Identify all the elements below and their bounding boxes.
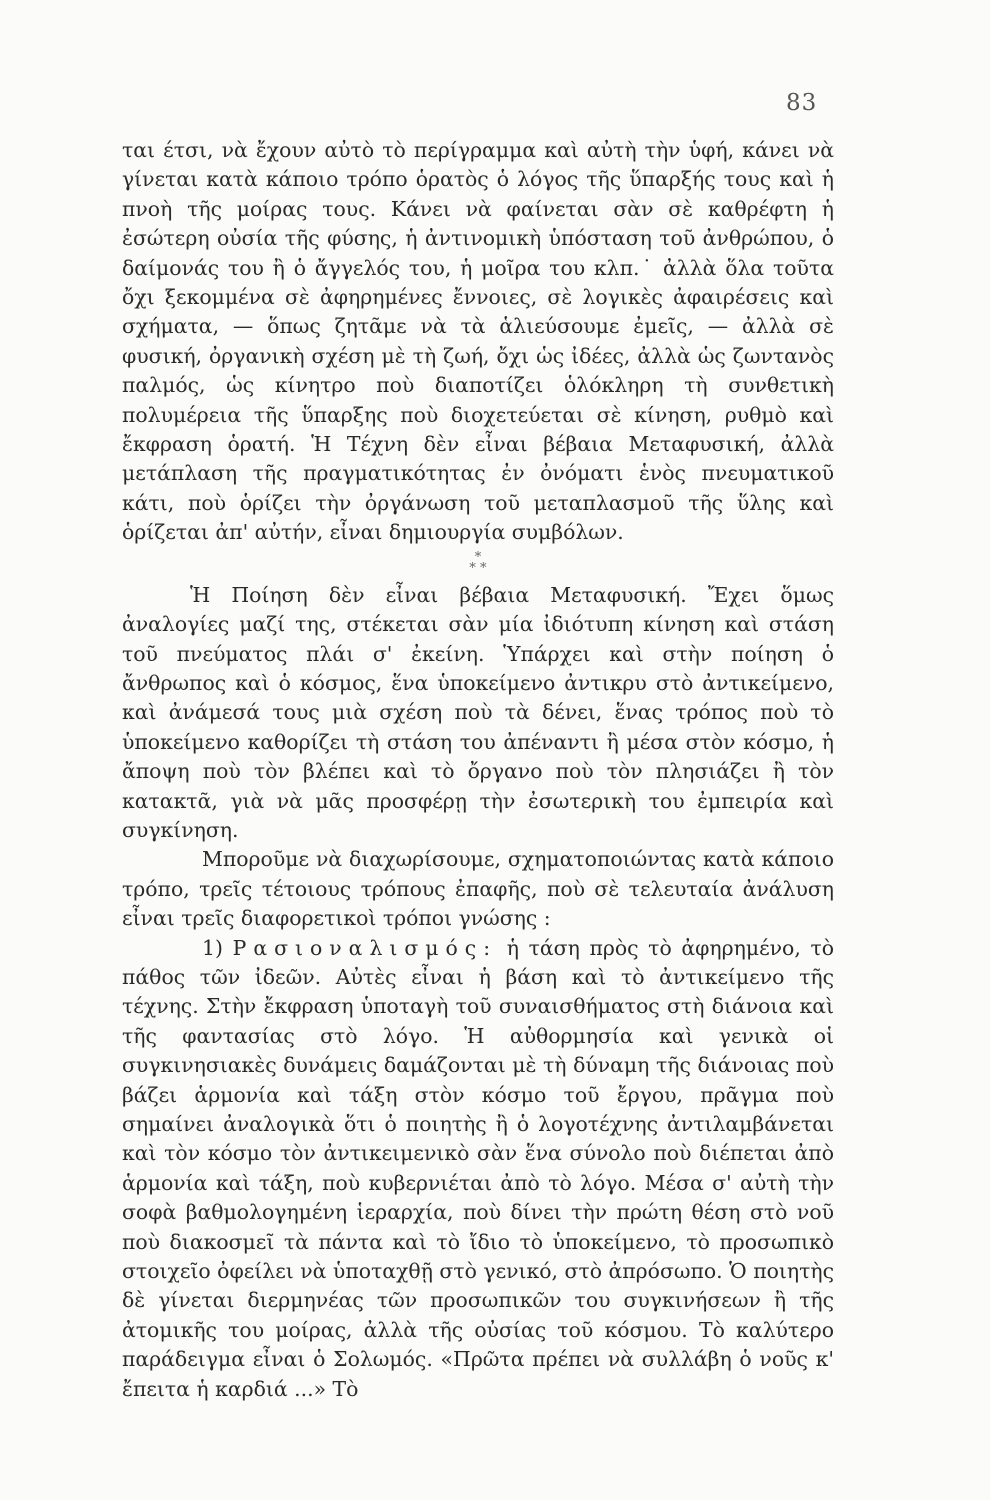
section-separator bbox=[122, 549, 834, 576]
page-number: 83 bbox=[786, 90, 818, 116]
asterisk-bottom: * * bbox=[469, 560, 487, 576]
body-text bbox=[122, 136, 834, 1404]
paragraph-2: Ἡ Ποίηση δὲν εἶναι βέβαια Μεταφυσική. Ἔχει ὅμως ἀναλογίες μαζί της, στέκεται σὰν μία ἰδιότυπη κίνηση καὶ στάση τοῦ πνεύματος πλάι σ' ἐκείνη. Ὑπάρχει καὶ στὴν ποίηση ὁ ἄνθρωπος καὶ ὁ κόσμος, ἕνα ὑποκείμενο ἀντικρυ στὸ ἀντικείμενο, καὶ ἀνάμεσά τους μιὰ σχέση ποὺ τὰ δένει, ἕνας τρόπος ποὺ τὸ ὑποκείμενο καθορίζει τὴ στάση του ἀπέναντι ἢ μέσα στὸν κόσμο, ἡ ἄποψη ποὺ τὸν βλέπει καὶ τὸ ὄργανο ποὺ τὸν πλησιάζει ἢ τὸν κατακτᾶ, γιὰ νὰ μᾶς προσφέρῃ τὴν ἐσωτερικὴ του ἐμπειρία καὶ συγκίνηση. bbox=[122, 582, 834, 842]
paragraph-4-text: ἡ τάση πρὸς τὸ ἀφηρημένο, τὸ πάθος τῶν ἰδεῶν. Αὐτὲς εἶναι ἡ βάση καὶ τὸ ἀντικείμενο τῆς τέχνης. Στὴν ἔκφραση ὑποταγὴ τοῦ συναισθήματος στὴ διάνοια καὶ τῆς φαντασίας στὸ λόγο. Ἡ αὐθορμησία καὶ γενικὰ οἱ συγκινησιακὲς δυνάμεις δαμάζονται μὲ τὴ δύναμη τῆς διάνοιας ποὺ βάζει ἁρμονία καὶ τάξη στὸν κόσμο τοῦ ἔργου, πρᾶγμα ποὺ σημαίνει ἀναλογικὰ ὅτι ὁ ποιητὴς ἢ ὁ λογοτέχνης ἀντιλαμβάνεται καὶ τὸν κόσμο τὸν ἀντικειμενικὸ σὰν ἕνα σύνολο ποὺ διέπεται ἀπὸ ἁρμονία καὶ τάξη, ποὺ κυβερνιέται ἀπὸ τὸ λόγο. Μέσα σ' αὐτὴ τὴν σοφὰ βαθμολογημένη ἱεραρχία, ποὺ δίνει τὴν πρώτη θέση στὸ νοῦ ποὺ διακοσμεῖ τὰ πάντα καὶ τὸ ἴδιο τὸ ὑποκείμενο, τὸ προσωπικὸ στοιχεῖο ὀφείλει νὰ ὑποταχθῇ στὸ γενικό, στὸ ἀπρόσωπο. Ὁ ποιητὴς δὲ γίνεται διερμηνέας τῶν προσωπικῶν του συγκινήσεων ἢ τῆς ἀτομικῆς του μοίρας, ἀλλὰ τῆς οὐσίας τοῦ κόσμου. Τὸ καλύτερο παράδειγμα εἶναι ὁ Σολωμός. «Πρῶτα πρέπει νὰ συλλάβη ὁ νοῦς κ' ἔπειτα ἡ καρδιά ...» Τὸ bbox=[122, 935, 835, 1401]
paragraph-4 bbox=[122, 934, 834, 1405]
paragraph-1: ται έτσι, νὰ ἔχουν αὐτὸ τὸ περίγραμμα καὶ αὐτὴ τὴν ὑφή, κάνει νὰ γίνεται κατὰ κάποιο τρόπο ὁρατὸς ὁ λόγος τῆς ὕπαρξής τους καὶ ἡ πνοὴ τῆς μοίρας τους. Κάνει νὰ φαίνεται σὰν σὲ καθρέφτη ἡ ἐσώτερη οὐσία τῆς φύσης, ἡ ἀντινομικὴ ὑπόσταση τοῦ ἀνθρώπου, ὁ δαίμονάς του ἢ ὁ ἄγγελός του, ἡ μοῖρα του κλπ.˙ ἀλλὰ ὅλα τοῦτα ὄχι ξεκομμένα σὲ ἀφηρημένες ἔννοιες, σὲ λογικὲς ἀφαιρέσεις καὶ σχήματα, — ὅπως ζητᾶμε νὰ τὰ ἁλιεύσουμε ἐμεῖς, — ἀλλὰ σὲ φυσική, ὀργανικὴ σχέση μὲ τὴ ζωή, ὄχι ὡς ἰδέες, ἀλλὰ ὡς ζωντανὸς παλμός, ὡς κίνητρο ποὺ διαποτίζει ὁλόκληρη τὴ συνθετικὴ πολυμέρεια τῆς ὕπαρξης ποὺ διοχετεύεται σὲ κίνηση, ρυθμὸ καὶ ἔκφραση ὁρατή. Ἡ Τέχνη δὲν εἶναι βέβαια Μεταφυσική, ἀλλὰ μετάπλαση τῆς πραγματικότητας ἐν ὀνόματι ἑνὸς πνευματικοῦ κάτι, ποὺ ὁρίζει τὴν ὀργάνωση τοῦ μεταπλασμοῦ τῆς ὕλης καὶ ὁρίζεται ἀπ' αὐτήν, εἶναι δημιουργία συμβόλων. bbox=[122, 138, 834, 545]
asterisk-top: * bbox=[474, 549, 482, 565]
list-number: 1) bbox=[202, 935, 223, 960]
paragraph-3: Μποροῦμε νὰ διαχωρίσουμε, σχηματοποιώντας κατὰ κάποιο τρόπο, τρεῖς τέτοιους τρόπους ἐπαφῆς, ποὺ σὲ τελευταία ἀνάλυση εἶναι τρεῖς διαφορετικοὶ τρόποι γνώσης : bbox=[122, 847, 834, 931]
term-rationalism: Ρασιοναλισμός: bbox=[232, 935, 498, 960]
